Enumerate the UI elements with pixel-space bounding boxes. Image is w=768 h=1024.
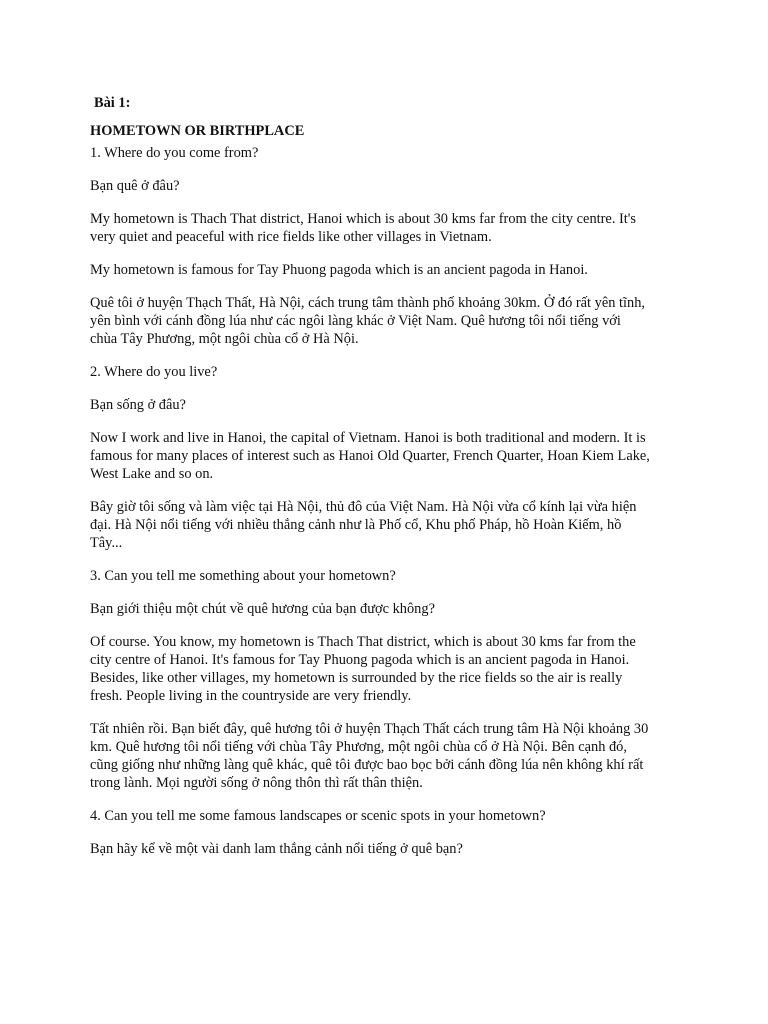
question-3: 3. Can you tell me something about your hometown? (90, 568, 396, 584)
question-1-translation: Bạn quê ở đâu? (90, 178, 180, 194)
answer-3-english: Of course. You know, my hometown is Thach That district, which is about 30 kms far from the city centre of Hanoi. It's famous for Tay Phuong pagoda which is an ancient pagoda in Hanoi. Besides, like other villages, my hometown is surrounded by the rice fields so the air is really fresh. People living in the countryside are very friendly. (90, 634, 636, 704)
question-4-translation: Bạn hãy kể về một vài danh lam thắng cảnh nổi tiếng ở quê bạn? (90, 841, 463, 857)
question-2-translation: Bạn sống ở đâu? (90, 397, 186, 413)
answer-3-vietnamese: Tất nhiên rồi. Bạn biết đây, quê hương tôi ở huyện Thạch Thất cách trung tâm Hà Nội khoảng 30 km. Quê hương tôi nổi tiếng với chùa Tây Phương, một ngôi chùa cổ ở Hà Nội. Bên cạnh đó, cũng giống như những làng quê khác, quê tôi được bao bọc bởi cánh đồng lúa nên không khí rất trong lành. Mọi người sống ở nông thôn thì rất thân thiện. (90, 721, 649, 791)
answer-1-vietnamese: Quê tôi ở huyện Thạch Thất, Hà Nội, cách trung tâm thành phố khoảng 30km. Ở đó rất yên tĩnh, yên bình với cánh đồng lúa như các ngôi làng khác ở Việt Nam. Quê hương tôi nổi tiếng với chùa Tây Phương, một ngôi chùa cổ ở Hà Nội. (90, 295, 646, 347)
answer-1-english-part-1: My hometown is Thach That district, Hanoi which is about 30 kms far from the city centre. It's very quiet and peaceful with rice fields like other villages in Vietnam. (90, 211, 636, 245)
lesson-title: Bài 1: (94, 95, 131, 111)
question-4: 4. Can you tell me some famous landscapes or scenic spots in your hometown? (90, 808, 546, 824)
answer-1-english-part-2: My hometown is famous for Tay Phuong pagoda which is an ancient pagoda in Hanoi. (90, 262, 588, 278)
topic-title: HOMETOWN OR BIRTHPLACE (90, 123, 305, 139)
answer-2-vietnamese: Bây giờ tôi sống và làm việc tại Hà Nội, thủ đô của Việt Nam. Hà Nội vừa cổ kính lại vừa hiện đại. Hà Nội nổi tiếng với nhiều thắng cảnh như là Phố cổ, Khu phố Pháp, hồ Hoàn Kiếm, hồ Tây... (90, 499, 637, 551)
question-2: 2. Where do you live? (90, 364, 218, 380)
document-body (90, 94, 688, 873)
answer-2-english: Now I work and live in Hanoi, the capital of Vietnam. Hanoi is both traditional and modern. It is famous for many places of interest such as Hanoi Old Quarter, French Quarter, Hoan Kiem Lake, West Lake and so on. (90, 430, 650, 482)
question-3-translation: Bạn giới thiệu một chút về quê hương của bạn được không? (90, 601, 435, 617)
question-1: 1. Where do you come from? (90, 145, 259, 161)
